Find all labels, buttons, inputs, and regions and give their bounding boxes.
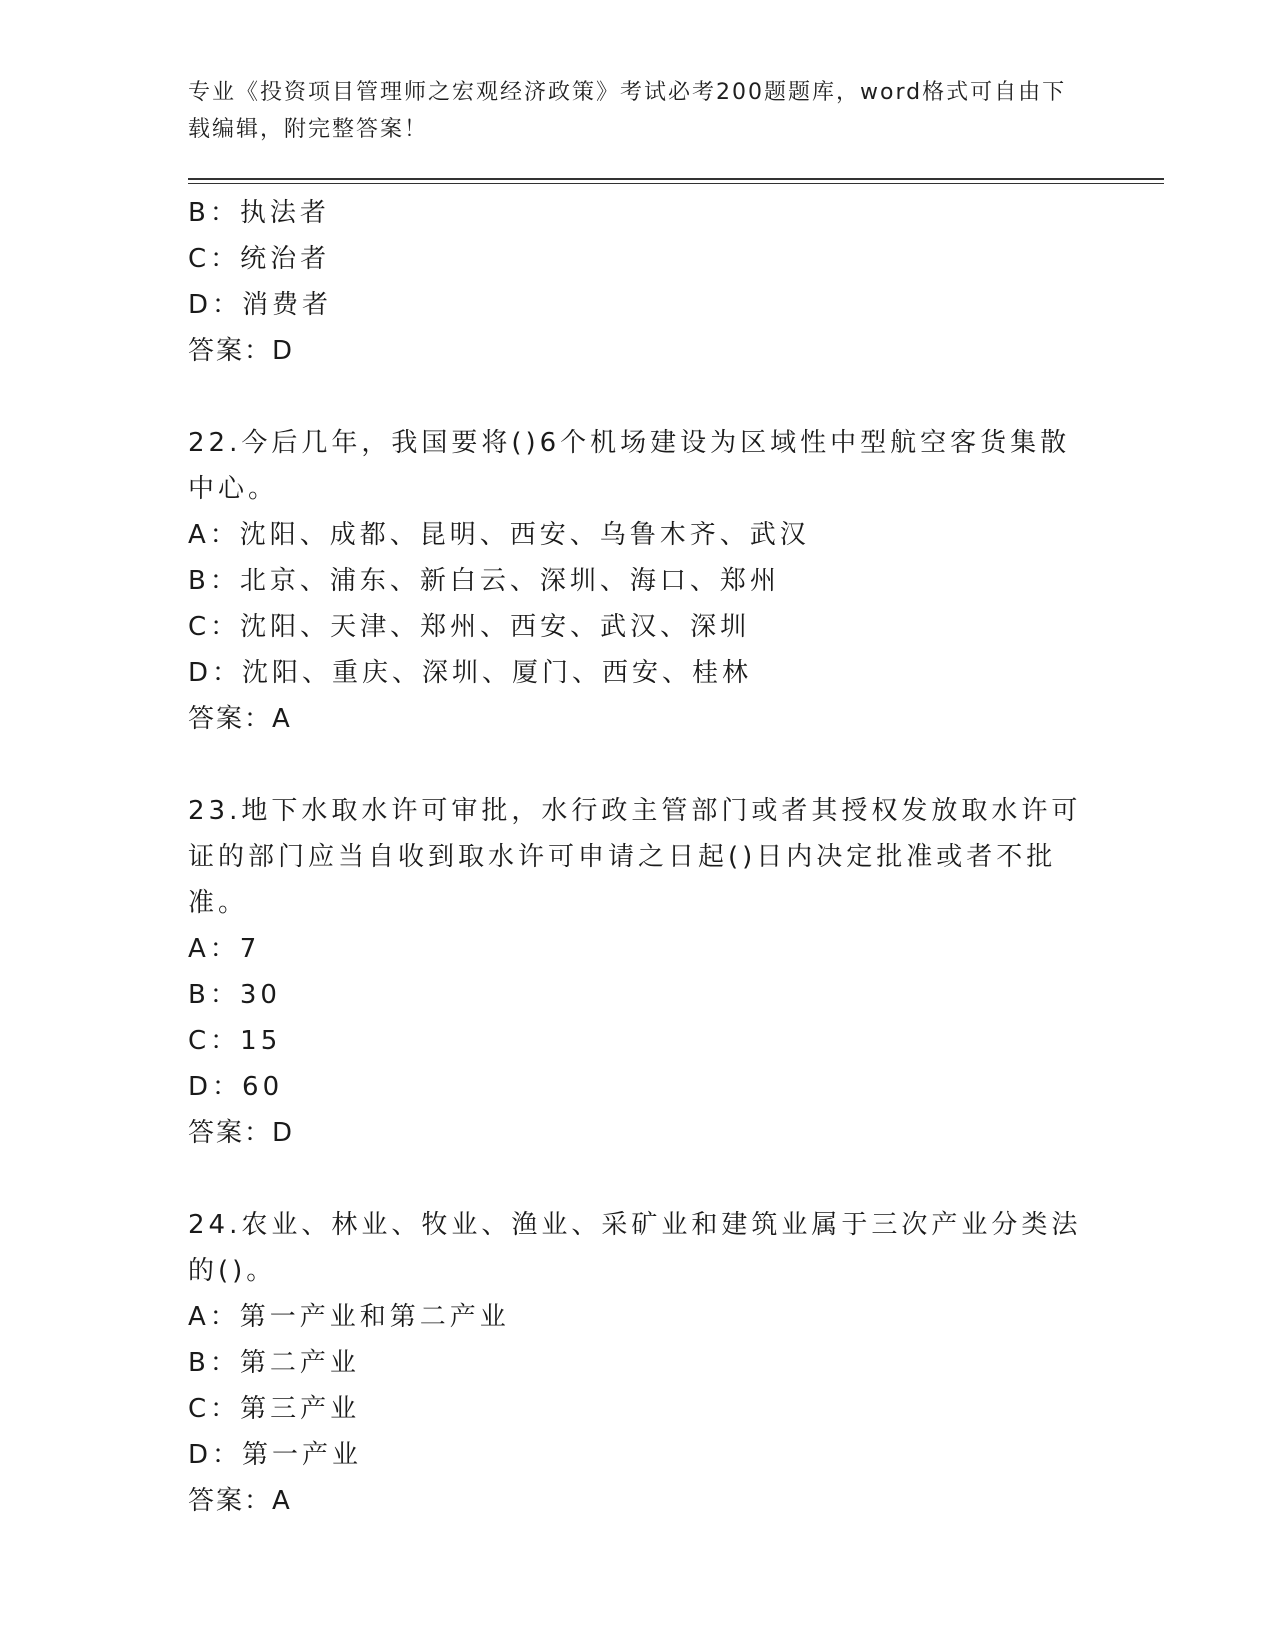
header-rule-thin (188, 183, 1164, 184)
question-text: 24.农业、林业、牧业、渔业、采矿业和建筑业属于三次产业分类法的()。 (188, 1210, 1082, 1286)
option-c: C：15 (188, 1026, 282, 1056)
option-c: C：统治者 (188, 244, 331, 274)
page-header: 专业《投资项目管理师之宏观经济政策》考试必考200题题库，word格式可自由下载编辑，附完整答案！ (188, 80, 1067, 142)
option-a: A：第一产业和第二产业 (188, 1302, 510, 1332)
question-21 (188, 190, 1088, 374)
question-content (188, 190, 1088, 1524)
option-b: B：北京、浦东、新白云、深圳、海口、郑州 (188, 566, 780, 596)
option-d: D：沈阳、重庆、深圳、厦门、西安、桂林 (188, 658, 753, 688)
option-b: B：第二产业 (188, 1348, 360, 1378)
option-d: D：第一产业 (188, 1440, 363, 1470)
answer-line: 答案：A (188, 1486, 292, 1516)
option-d: D：60 (188, 1072, 284, 1102)
answer-line: 答案：A (188, 704, 292, 734)
question-22 (188, 420, 1088, 742)
option-b: B：30 (188, 980, 281, 1010)
header-rule-thick (188, 178, 1164, 180)
option-a: A：7 (188, 934, 261, 964)
option-c: C：第三产业 (188, 1394, 361, 1424)
answer-line: 答案：D (188, 336, 295, 366)
question-text: 23.地下水取水许可审批，水行政主管部门或者其授权发放取水许可证的部门应当自收到取水许可申请之日起()日内决定批准或者不批准。 (188, 796, 1082, 918)
option-a: A：沈阳、成都、昆明、西安、乌鲁木齐、武汉 (188, 520, 810, 550)
question-text: 22.今后几年，我国要将()6个机场建设为区域性中型航空客货集散中心。 (188, 428, 1071, 504)
question-24 (188, 1202, 1088, 1524)
option-b: B：执法者 (188, 198, 330, 228)
answer-line: 答案：D (188, 1118, 295, 1148)
option-d: D：消费者 (188, 290, 333, 320)
question-23 (188, 788, 1088, 1156)
option-c: C：沈阳、天津、郑州、西安、武汉、深圳 (188, 612, 751, 642)
